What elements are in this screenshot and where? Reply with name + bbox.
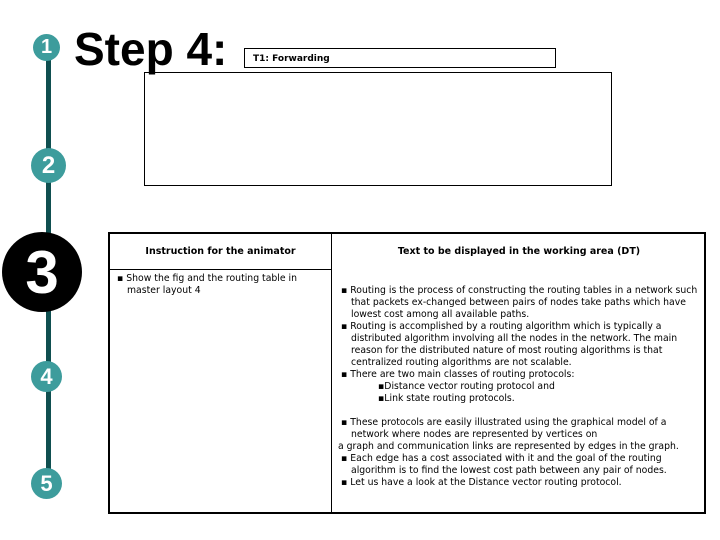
step-5-marker[interactable]: 5 [31,468,62,499]
step-3-marker[interactable]: 3 [2,232,82,312]
animator-instructions [114,273,319,297]
text-item: ▪ Routing is the process of constructing the routing tables in a network such that packets ex-changed between pairs of nodes take paths which have lowest cost among all available paths. [341,285,698,320]
instruction-item: ▪ Show the fig and the routing table in master layout 4 [117,273,298,296]
display-text-header: Text to be displayed in the working area (DT) [397,246,641,257]
column-divider [331,234,332,512]
text-subitem: ▪Distance vector routing protocol and [378,381,555,392]
text-item: ▪ Each edge has a cost associated with it and the goal of the routing algorithm is to find the lowest cost path between any pair of nodes. [341,453,667,476]
step-1-marker[interactable]: 1 [33,34,60,61]
text-item: ▪ Let us have a look at the Distance vector routing protocol. [341,477,622,488]
figure-area [144,72,612,186]
text-item: ▪ Routing is accomplished by a routing algorithm which is typically a distributed algorithm involving all the nodes in the network. The main reason for the distributed nature of most routing algorithms is that centralized routing algorithms are not scalable. [341,321,678,368]
step-2-marker[interactable]: 2 [31,148,66,183]
animator-header: Instruction for the animator [145,246,296,257]
text-item: a graph and communication links are represented by edges in the graph. [338,441,679,452]
text-item: ▪ These protocols are easily illustrated using the graphical model of a network where nodes are represented by vertices on [341,417,667,440]
header-divider [110,269,331,270]
storyboard-table [108,232,706,514]
display-text [338,285,698,489]
topic-label: T1: Forwarding [244,48,556,68]
text-item: ▪ There are two main classes of routing protocols: [341,369,575,380]
text-subitem: ▪Link state routing protocols. [378,393,515,404]
page-title: Step 4: [74,23,228,75]
step-4-marker[interactable]: 4 [31,361,62,392]
